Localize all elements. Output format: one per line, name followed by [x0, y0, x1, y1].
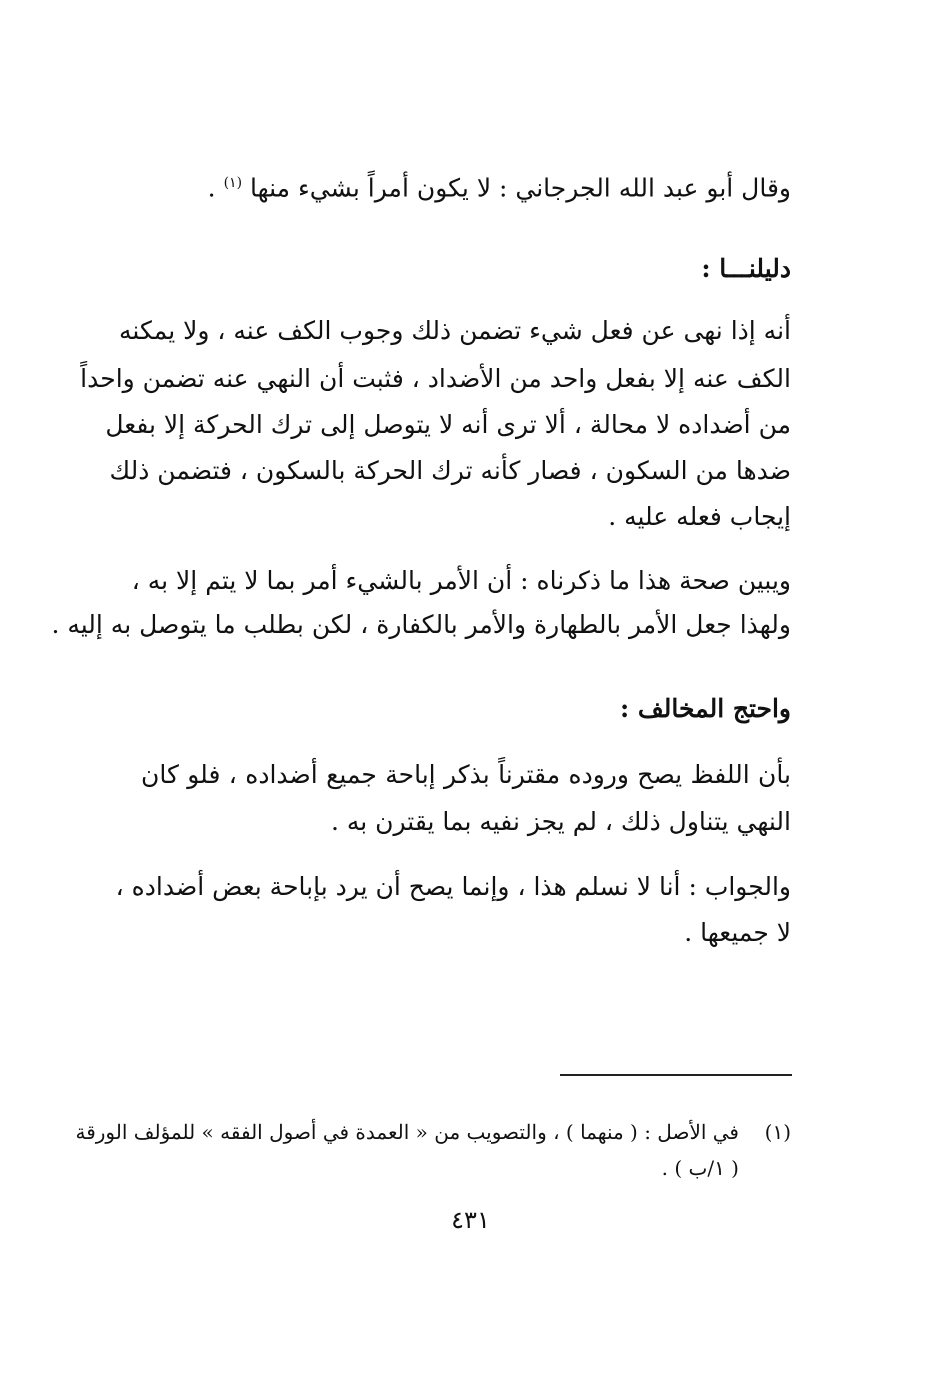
paragraph-line: لا جميعها . [684, 918, 791, 947]
footnote-line [75, 1118, 791, 1146]
paragraph-line: النهي يتناول ذلك ، لم يجز نفيه بما يقترن به . [330, 807, 791, 836]
intro-end: . [207, 173, 216, 203]
page-number: ٤٣١ [451, 1206, 490, 1234]
footnote-text: في الأصل : ( منهما ) ، والتصويب من « العمدة في أصول الفقه » للمؤلف الورقة [75, 1120, 739, 1144]
intro-line [141, 166, 791, 205]
paragraph-line: ولهذا جعل الأمر بالطهارة والأمر بالكفارة ، لكن بطلب ما يتوصل به إليه . [51, 610, 791, 639]
footnote-text: ( ١/ب ) . [661, 1156, 739, 1180]
footnote-reference[interactable]: (١) [223, 175, 243, 191]
section-heading-opponent: واحتج المخالف : [619, 694, 791, 723]
footnote-line [141, 1154, 791, 1182]
intro-text: وقال أبو عبد الله الجرجاني : لا يكون أمراً بشيء منها [249, 173, 791, 203]
paragraph-line: من أضداده لا محالة ، ألا ترى أنه لا يتوصل إلى ترك الحركة إلا بفعل [105, 410, 791, 439]
paragraph-line: الكف عنه إلا بفعل واحد من الأضداد ، فثبت أن النهي عنه تضمن واحداً [80, 364, 791, 393]
paragraph-line: ضدها من السكون ، فصار كأنه ترك الحركة بالسكون ، فتضمن ذلك [109, 456, 791, 485]
footnote-separator [560, 1074, 792, 1076]
paragraph-line: بأن اللفظ يصح وروده مقترناً بذكر إباحة جميع أضداده ، فلو كان [141, 760, 791, 789]
paragraph-line: إيجاب فعله عليه . [608, 502, 791, 531]
paragraph-line: ويبين صحة هذا ما ذكرناه : أن الأمر بالشيء أمر بما لا يتم إلا به ، [131, 566, 791, 595]
paragraph-line: أنه إذا نهى عن فعل شيء تضمن ذلك وجوب الكف عنه ، ولا يمكنه [119, 316, 791, 345]
paragraph-line: والجواب : أنا لا نسلم هذا ، وإنما يصح أن يرد بإباحة بعض أضداده ، [115, 872, 791, 901]
footnote-number: (١) [764, 1120, 791, 1144]
section-heading-evidence: دليلنـــا : [701, 254, 791, 283]
